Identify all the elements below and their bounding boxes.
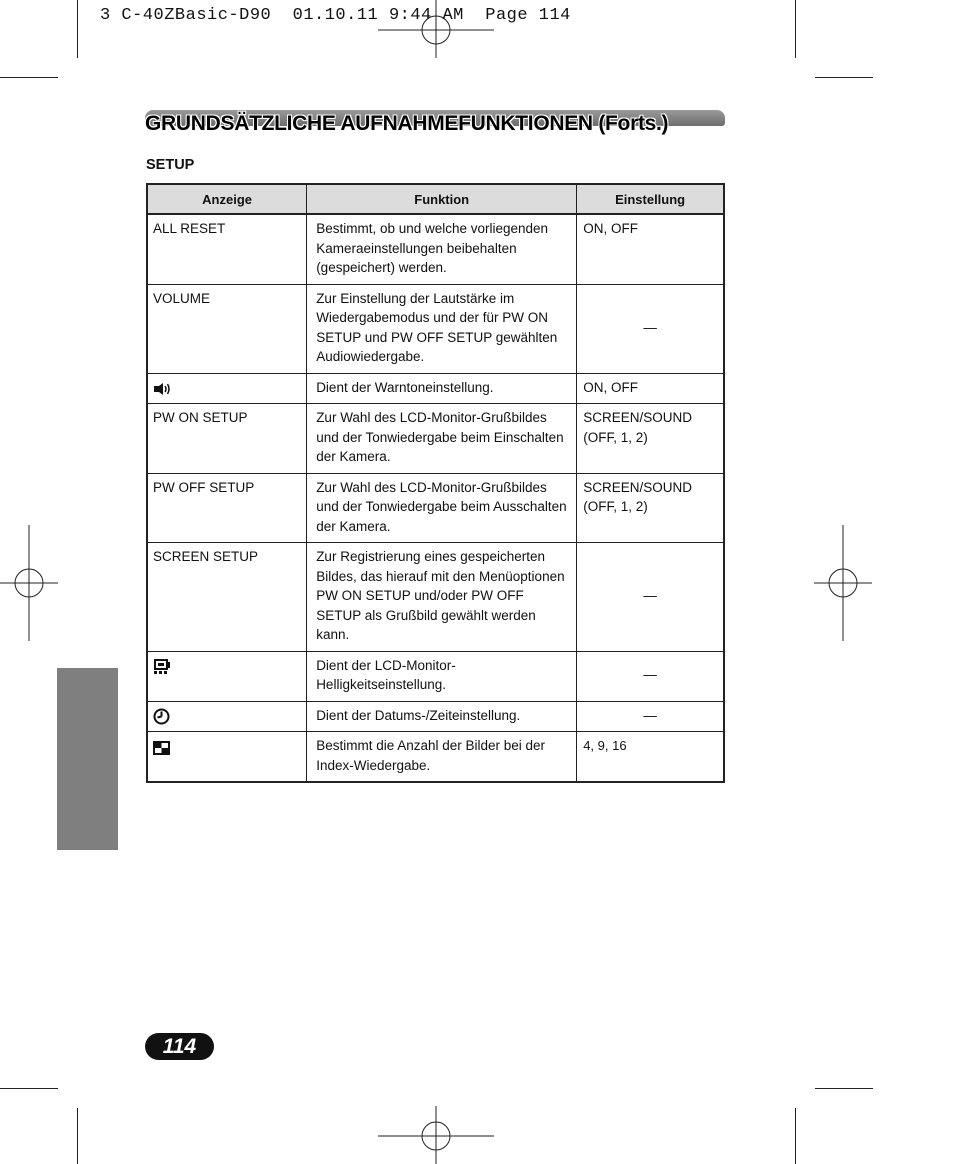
table-row	[147, 404, 724, 474]
display-cell: PW ON SETUP	[147, 404, 307, 474]
function-cell: Dient der Warntoneinstellung.	[307, 373, 577, 404]
display-cell	[147, 732, 307, 783]
crop-mark	[0, 77, 58, 78]
crop-mark	[795, 0, 796, 58]
crop-mark	[77, 1108, 78, 1164]
function-cell: Dient der LCD-Monitor-Helligkeitseinstellung.	[307, 651, 577, 701]
function-cell: Zur Registrierung eines gespeicherten Bildes, das hierauf mit den Menüoptionen PW ON SETUP und/oder PW OFF SETUP als Grußbild gewählt werden kann.	[307, 543, 577, 652]
clock-icon	[153, 708, 170, 725]
setting-cell: ON, OFF	[577, 214, 724, 284]
setting-cell: —	[577, 651, 724, 701]
table-row	[147, 651, 724, 701]
function-cell: Bestimmt die Anzahl der Bilder bei der Index-Wiedergabe.	[307, 732, 577, 783]
table-row	[147, 543, 724, 652]
function-cell: Zur Wahl des LCD-Monitor-Grußbildes und der Tonwiedergabe beim Ausschalten der Kamera.	[307, 473, 577, 543]
setting-cell: —	[577, 284, 724, 373]
function-cell: Zur Einstellung der Lautstärke im Wiedergabemodus und der für PW ON SETUP und PW OFF SETUP gewählten Audiowiedergabe.	[307, 284, 577, 373]
table-row	[147, 214, 724, 284]
crop-mark	[815, 1088, 873, 1089]
table-row	[147, 473, 724, 543]
table-row	[147, 373, 724, 404]
chapter-side-tab	[57, 668, 118, 850]
crop-mark	[0, 1088, 58, 1089]
table-row	[147, 732, 724, 783]
display-cell: SCREEN SETUP	[147, 543, 307, 652]
beep-sound-icon	[153, 382, 171, 396]
display-cell: VOLUME	[147, 284, 307, 373]
table-row	[147, 284, 724, 373]
setting-cell: SCREEN/SOUND (OFF, 1, 2)	[577, 473, 724, 543]
setting-cell: —	[577, 543, 724, 652]
display-cell	[147, 373, 307, 404]
display-cell: ALL RESET	[147, 214, 307, 284]
table-row	[147, 701, 724, 732]
function-cell: Bestimmt, ob und welche vorliegenden Kameraeinstellungen beibehalten (gespeichert) werden.	[307, 214, 577, 284]
table-header-row	[147, 184, 724, 214]
crop-mark	[77, 0, 78, 58]
column-header: Anzeige	[147, 184, 307, 214]
display-cell	[147, 701, 307, 732]
section-heading: SETUP	[146, 157, 195, 173]
crop-mark	[795, 1108, 796, 1164]
registration-mark-icon	[814, 525, 874, 643]
column-header: Funktion	[307, 184, 577, 214]
crop-mark	[815, 77, 873, 78]
column-header: Einstellung	[577, 184, 724, 214]
setting-cell: —	[577, 701, 724, 732]
display-cell	[147, 651, 307, 701]
print-slug: 3 C-40ZBasic-D90 01.10.11 9:44 AM Page 114	[100, 6, 571, 25]
setting-cell: SCREEN/SOUND (OFF, 1, 2)	[577, 404, 724, 474]
registration-mark-icon	[0, 525, 60, 643]
setting-cell: ON, OFF	[577, 373, 724, 404]
setting-cell: 4, 9, 16	[577, 732, 724, 783]
page-title: GRUNDSÄTZLICHE AUFNAHMEFUNKTIONEN (Forts.)	[145, 112, 669, 135]
setup-table	[146, 183, 725, 783]
registration-mark-icon	[378, 1106, 496, 1164]
display-cell: PW OFF SETUP	[147, 473, 307, 543]
index-grid-icon	[153, 741, 170, 755]
function-cell: Zur Wahl des LCD-Monitor-Grußbildes und der Tonwiedergabe beim Einschalten der Kamera.	[307, 404, 577, 474]
monitor-brightness-icon	[153, 659, 171, 675]
function-cell: Dient der Datums-/Zeiteinstellung.	[307, 701, 577, 732]
page-number: 114	[145, 1033, 214, 1060]
